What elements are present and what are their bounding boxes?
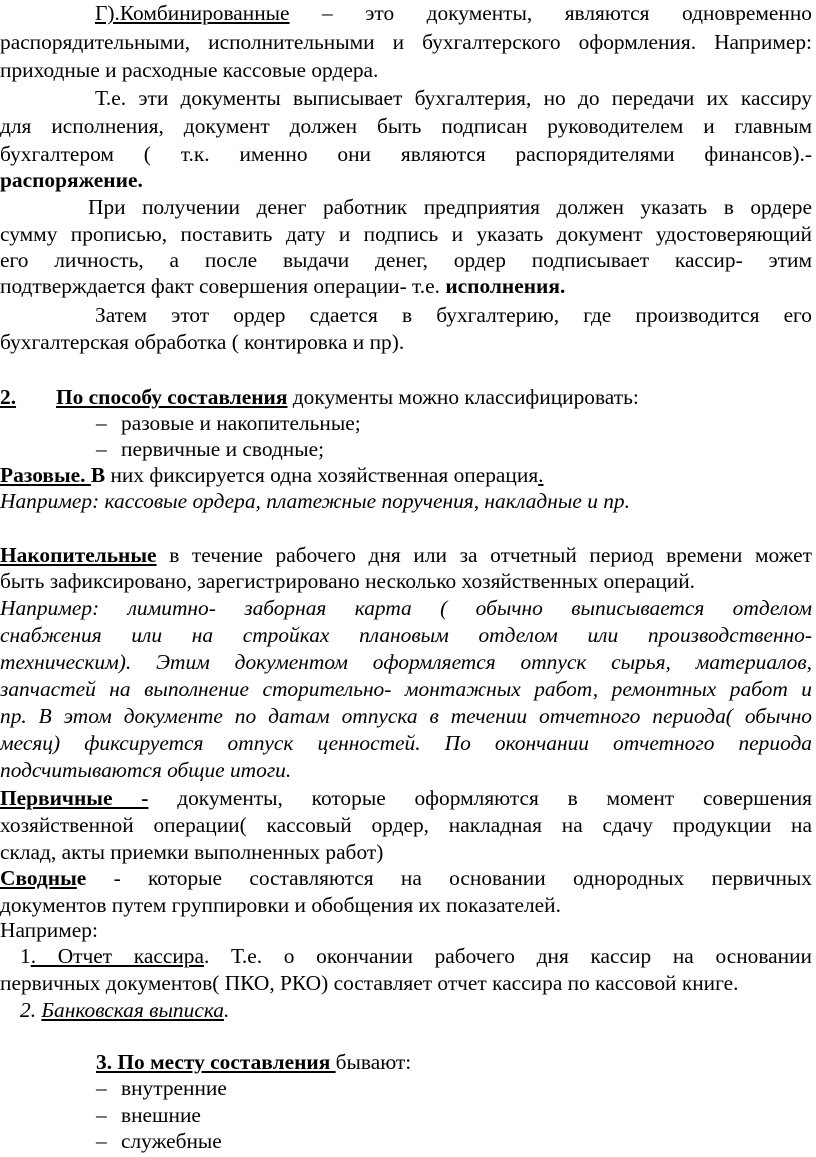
processing-para-line-1: Затем этот ордер сдается в бухгалтерию, где производится его: [95, 303, 812, 327]
section-3-title: 3. По месту составления: [96, 1050, 336, 1074]
nakop-definition-line-1: Накопительные в течение рабочего дня или за отчетный период времени может: [0, 543, 812, 567]
dash-bullet-icon: –: [96, 437, 107, 461]
dash-bullet-icon: –: [96, 411, 107, 435]
section-2-number: 2.: [0, 385, 17, 409]
receipt-para-line-1: При получении денег работник предприятия должен указать в ордере: [88, 195, 812, 219]
nakop-example-line-4: запчастей на выполнение сторительно- монтажных работ, ремонтных работ и: [0, 677, 812, 701]
processing-para-line-2: бухгалтерская обработка ( контировка и пр).: [0, 330, 405, 354]
perv-definition-line-1: Первичные - документы, которые оформляются в момент совершения: [0, 786, 812, 810]
section-2-heading: 2. По способу составления документы можно классифицировать:: [0, 385, 639, 409]
receipt-para-line-3: его личность, а после выдачи денег, ордер подписывает кассир- этим: [0, 248, 812, 272]
bullet-item: – внешние: [96, 1103, 201, 1127]
nakop-example-line-2: снабжения или на стройках плановым отделом или производственно-: [0, 623, 812, 647]
term-ispolnenie: исполнения.: [445, 274, 566, 298]
svod-label: Сводны: [0, 866, 77, 890]
dash-bullet-icon: –: [96, 1103, 107, 1127]
explanation-line-3: бухгалтером ( т.к. именно они являются распорядителями финансов).-: [0, 142, 812, 166]
nakop-definition-line-2: быть зафиксировано, зарегистрировано несколько хозяйственных операций.: [0, 569, 696, 593]
section-2-title: По способу составления: [56, 385, 288, 409]
explanation-line-2: для исполнения, документ должен быть подписан руководителем и главным: [0, 114, 812, 138]
razovye-example: Например: кассовые ордера, платежные поручения, накладные и пр.: [0, 489, 630, 513]
term-rasporyazhenie: распоряжение.: [0, 168, 143, 192]
svod-definition-line-2: документов путем группировки и обобщения их показателей.: [0, 893, 561, 917]
nakop-example-line-6: месяц) фиксируется отпуск ценностей. По окончании отчетного периода: [0, 731, 812, 755]
example-item-2: 2. Банковская выписка.: [20, 998, 230, 1022]
nakop-example-line-7: подсчитываются общие итоги.: [0, 758, 292, 782]
nakop-example-line-3: техническим). Этим документом оформляется отпуск сырья, материалов,: [0, 650, 812, 674]
svod-definition-line-1: Сводные - которые составляются на основании однородных первичных: [0, 866, 812, 890]
bank-statement-label: Банковская выписка: [41, 998, 224, 1022]
combined-heading: Г).Комбинированные: [95, 1, 290, 25]
combined-para-line-1: Г).Комбинированные – это документы, являются одновременно: [95, 1, 812, 25]
cashier-report-label: . Отчет кассира: [30, 944, 204, 968]
combined-para-line-3: приходные и расходные кассовые ордера.: [0, 58, 379, 82]
combined-para-line-2: распорядительными, исполнительными и бухгалтерского оформления. Например:: [0, 30, 812, 54]
naprimer-label: Например:: [0, 918, 98, 942]
example-item-1-line-1: 1. Отчет кассира. Т.е. о окончании рабочего дня кассир на основании: [20, 944, 812, 968]
receipt-para-line-4: подтверждается факт совершения операции- т.е. исполнения.: [0, 274, 566, 298]
bullet-item: – первичные и сводные;: [96, 437, 325, 461]
bullet-item: – разовые и накопительные;: [96, 411, 361, 435]
explanation-line-1: Т.е. эти документы выписывает бухгалтерия, но до передачи их кассиру: [95, 86, 812, 110]
nakop-example-line-5: пр. В этом документе по датам отпуска в течении отчетного периода( обычно: [0, 704, 812, 728]
bullet-item: – служебные: [96, 1129, 222, 1153]
receipt-para-line-2: сумму прописью, поставить дату и подпись и указать документ удостоверяющий: [0, 222, 812, 246]
perv-definition-line-2: хозяйственной операции( кассовый ордер, накладная на сдачу продукции на: [0, 813, 812, 837]
razovye-definition: Разовые. В них фиксируется одна хозяйственная операция.: [0, 463, 544, 487]
example-item-1-line-2: первичных документов( ПКО, РКО) составляет отчет кассира по кассовой книге.: [0, 971, 739, 995]
bullet-item: – внутренние: [96, 1076, 227, 1100]
dash-bullet-icon: –: [96, 1076, 107, 1100]
perv-label: Первичные -: [0, 786, 149, 810]
perv-definition-line-3: склад, акты приемки выполненных работ): [0, 840, 384, 864]
section-3-heading: 3. По месту составления бывают:: [96, 1050, 412, 1074]
razovye-label: Разовые.: [0, 463, 86, 487]
nakop-label: Накопительные: [0, 543, 157, 567]
dash-bullet-icon: –: [96, 1129, 107, 1153]
nakop-example-line-1: Например: лимитно- заборная карта ( обычно выписывается отделом: [0, 596, 812, 620]
